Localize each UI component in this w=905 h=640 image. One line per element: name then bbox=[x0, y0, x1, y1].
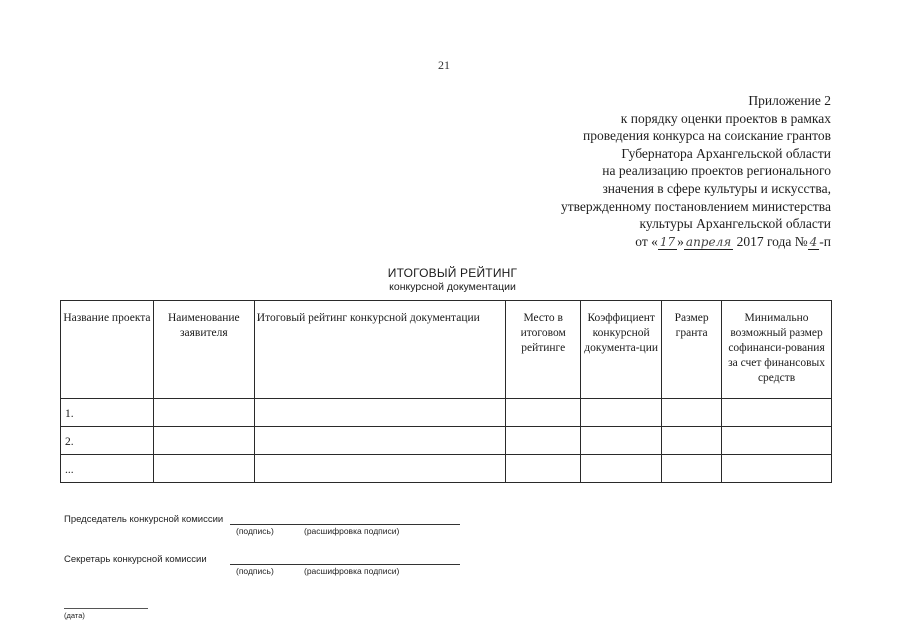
table-cell bbox=[153, 455, 254, 483]
table-cell bbox=[581, 455, 662, 483]
date-year-text: 2017 года № bbox=[736, 233, 808, 249]
table-cell bbox=[254, 427, 505, 455]
table-cell bbox=[506, 455, 581, 483]
table-row bbox=[61, 455, 832, 483]
chairman-caption-sign: (подпись) bbox=[236, 526, 274, 536]
chairman-label: Председатель конкурсной комиссии bbox=[64, 514, 224, 525]
appendix-header bbox=[561, 92, 831, 251]
secretary-caption-sign: (подпись) bbox=[236, 566, 274, 576]
table-cell bbox=[153, 399, 254, 427]
header-grant-size: Размер гранта bbox=[662, 301, 722, 399]
table-cell bbox=[662, 399, 722, 427]
table-cell bbox=[254, 399, 505, 427]
table-cell bbox=[506, 427, 581, 455]
date-block bbox=[64, 600, 514, 620]
table-cell bbox=[662, 455, 722, 483]
appendix-line: проведения конкурса на соискание грантов bbox=[582, 128, 831, 144]
appendix-line: значения в сфере культуры и искусства, bbox=[602, 180, 831, 196]
table-cell bbox=[581, 399, 662, 427]
date-suffix: -п bbox=[819, 233, 831, 249]
date-line bbox=[64, 600, 148, 609]
table-header-row bbox=[61, 301, 832, 399]
table-cell: ... bbox=[61, 455, 154, 483]
appendix-line: на реализацию проектов регионального bbox=[602, 163, 831, 179]
table-cell bbox=[722, 455, 832, 483]
table-row bbox=[61, 427, 832, 455]
signature-block bbox=[64, 514, 514, 620]
table-cell: 1. bbox=[61, 399, 154, 427]
handwritten-day: 17 bbox=[659, 234, 676, 249]
handwritten-number: 4 bbox=[809, 234, 818, 249]
chairman-caption-decode: (расшифровка подписи) bbox=[304, 526, 400, 536]
table-cell bbox=[506, 399, 581, 427]
header-min-cofinancing: Минимально возможный размер софинанси-рования за счет финансовых средств bbox=[722, 301, 832, 399]
table-cell: 2. bbox=[61, 427, 154, 455]
rating-table bbox=[60, 300, 832, 483]
secretary-label: Секретарь конкурсной комиссии bbox=[64, 554, 207, 565]
date-prefix: от « bbox=[635, 233, 658, 249]
secretary-caption-decode: (расшифровка подписи) bbox=[304, 566, 400, 576]
table-cell bbox=[254, 455, 505, 483]
date-caption: (дата) bbox=[64, 611, 85, 620]
table-cell bbox=[153, 427, 254, 455]
table-cell bbox=[581, 427, 662, 455]
appendix-line: Приложение 2 bbox=[748, 93, 831, 108]
document-title-block bbox=[0, 266, 905, 293]
secretary-signature-line bbox=[230, 564, 460, 565]
table-row bbox=[61, 399, 832, 427]
handwritten-month: апреля bbox=[685, 234, 732, 249]
appendix-line: к порядку оценки проектов в рамках bbox=[620, 110, 831, 126]
page-number: 21 bbox=[438, 58, 450, 72]
document-subtitle: конкурсной документации bbox=[389, 281, 516, 293]
secretary-signature-row bbox=[64, 554, 514, 594]
appendix-line: Губернатора Архангельской области bbox=[621, 145, 831, 161]
appendix-line: культуры Архангельской области bbox=[639, 216, 831, 232]
chairman-signature-row bbox=[64, 514, 514, 554]
header-coefficient: Коэффициент конкурсной документа-ции bbox=[581, 301, 662, 399]
table-cell bbox=[722, 399, 832, 427]
table-cell bbox=[662, 427, 722, 455]
header-applicant-name: Наименование заявителя bbox=[153, 301, 254, 399]
date-mid: » bbox=[677, 233, 684, 249]
document-title: ИТОГОВЫЙ РЕЙТИНГ bbox=[387, 266, 518, 280]
appendix-date-line bbox=[561, 233, 831, 252]
appendix-line: утвержденному постановлением министерства bbox=[560, 198, 831, 214]
header-final-rating: Итоговый рейтинг конкурсной документации bbox=[254, 301, 505, 399]
table-cell bbox=[722, 427, 832, 455]
chairman-signature-line bbox=[230, 524, 460, 525]
header-rating-place: Место в итоговом рейтинге bbox=[506, 301, 581, 399]
header-project-name: Название проекта bbox=[61, 301, 154, 399]
